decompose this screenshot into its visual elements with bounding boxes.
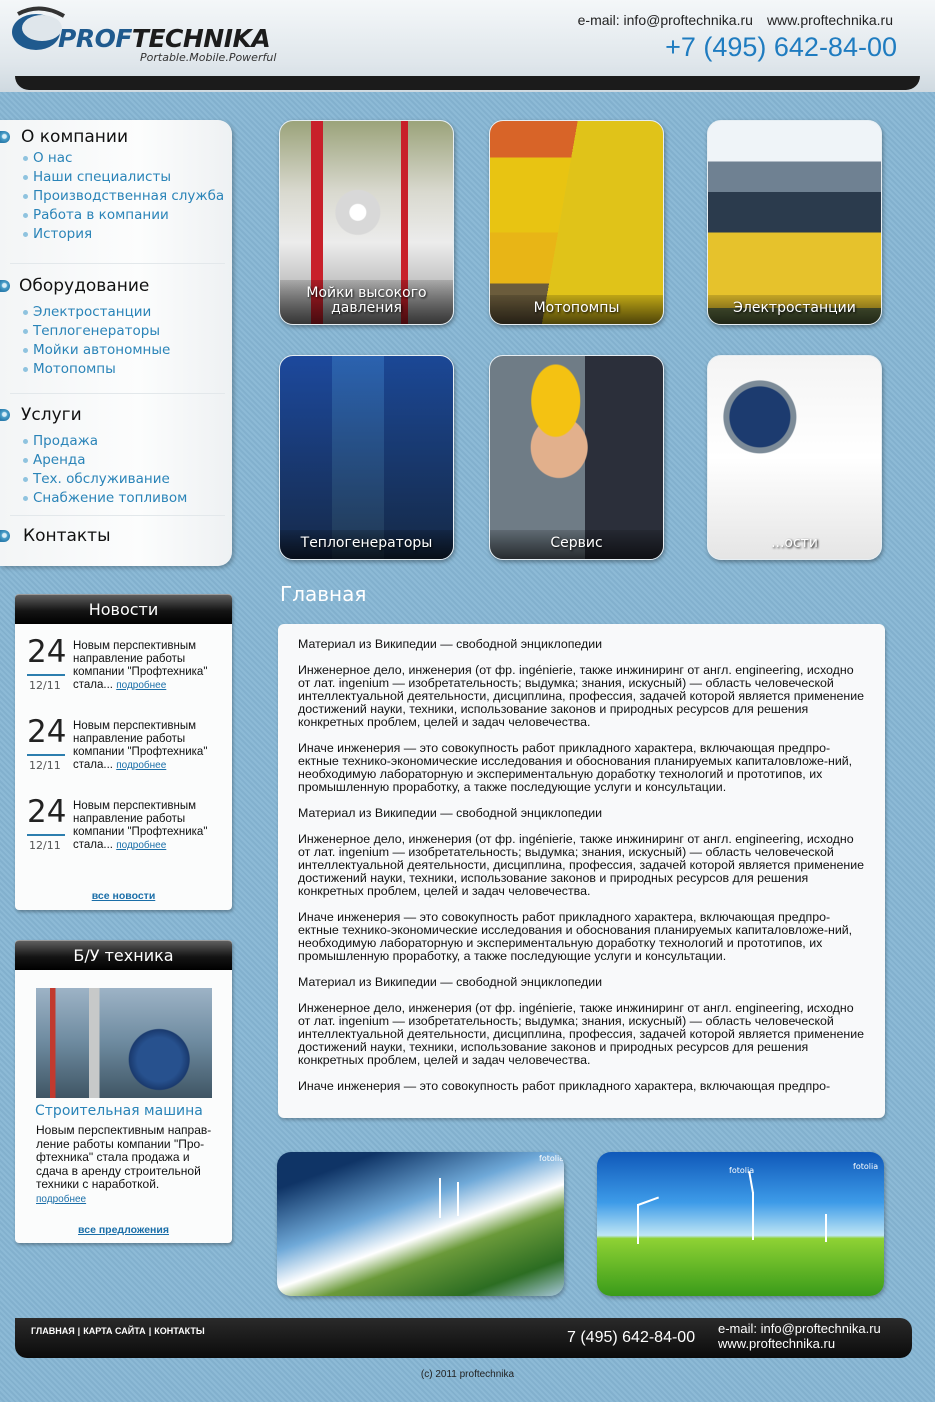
news-divider — [27, 834, 65, 836]
tile-pumps[interactable] — [489, 120, 664, 325]
content-paragraph: Материал из Википедии — свободной энциклопедии — [298, 806, 603, 820]
news-title: Новости — [15, 594, 232, 624]
tile-news[interactable] — [707, 355, 882, 560]
news-date: 12/11 — [29, 759, 61, 772]
menu-head-contacts[interactable]: Контакты — [0, 524, 232, 548]
turbine-icon — [637, 1204, 639, 1244]
menu-item-rent[interactable]: Аренда — [0, 451, 232, 470]
bullet-icon — [0, 131, 10, 143]
menu-head-services[interactable]: Услуги — [0, 403, 232, 427]
news-more-link[interactable]: подробнее — [116, 840, 167, 851]
banner-green-energy[interactable] — [277, 1152, 564, 1296]
site-header — [0, 0, 935, 92]
used-item-image[interactable] — [36, 988, 212, 1098]
content-paragraph: Иначе инженерия — это совокупность работ прикладного характера, включающая предпро- — [298, 1079, 831, 1093]
footer-site[interactable]: www.proftechnika.ru — [718, 1336, 836, 1351]
tile-caption: Мотопомпы — [490, 295, 663, 324]
menu-item-about[interactable]: О нас — [0, 149, 232, 168]
header-contacts — [578, 12, 893, 28]
news-day: 24 — [27, 634, 67, 670]
menu-section-services — [0, 403, 232, 508]
content-paragraph: Иначе инженерия — это совокупность работ прикладного характера, включающая предпро-ектные технико-экономические исследования и обоснования планируемых капиталовложе-ний, необходимую лабораторную и экспериментальную доработку технологий и прототипов, их промышленную проработку, а также последующие услуги и консультации. — [298, 741, 853, 794]
footer-nav: ГЛАВНАЯ | КАРТА САЙТА | КОНТАКТЫ — [31, 1326, 205, 1336]
menu-head-equipment[interactable]: Оборудование — [0, 274, 232, 298]
menu-item-sales[interactable]: Продажа — [0, 432, 232, 451]
news-text: Новым перспективным направление работы компании "Профтехника" стала... подробнее — [73, 800, 208, 851]
content-paragraph: Иначе инженерия — это совокупность работ прикладного характера, включающая предпро-ектные технико-экономические исследования и обоснования планируемых капиталовложе-ний, необходимую лабораторную и экспериментальную доработку технологий и прототипов, их промышленную проработку, а также последующие услуги и консультации. — [298, 910, 853, 963]
menu-divider — [10, 393, 225, 394]
menu-section-contacts — [0, 524, 232, 548]
main-content — [278, 624, 885, 1118]
news-date: 12/11 — [29, 839, 61, 852]
menu-item-heaters[interactable]: Теплогенераторы — [0, 322, 232, 341]
watermark-text: fotolia — [539, 1154, 564, 1163]
menu-item-production[interactable]: Производственная служба — [0, 187, 232, 206]
all-offers-link[interactable]: все предложения — [78, 1224, 169, 1236]
news-more-link[interactable]: подробнее — [116, 680, 167, 691]
watermark-text: fotolia — [853, 1162, 879, 1171]
logo-tagline: Portable.Mobile.Powerful — [140, 51, 277, 64]
sidebar-menu — [0, 120, 232, 566]
menu-item-history[interactable]: История — [0, 225, 232, 244]
bullet-icon — [0, 409, 10, 421]
bullet-icon — [0, 280, 10, 292]
used-equipment-box — [15, 940, 232, 1243]
news-item — [27, 714, 222, 784]
used-title: Б/У техника — [15, 940, 232, 970]
footer-email[interactable]: e-mail: info@proftechnika.ru — [718, 1321, 881, 1336]
news-more-link[interactable]: подробнее — [116, 760, 167, 771]
content-paragraph: Материал из Википедии — свободной энциклопедии — [298, 637, 603, 651]
news-text: Новым перспективным направление работы компании "Профтехника" стала... подробнее — [73, 720, 208, 771]
header-phone: +7 (495) 642-84-00 — [665, 32, 897, 62]
news-divider — [27, 674, 65, 676]
used-item-title[interactable]: Строительная машина — [35, 1103, 203, 1119]
menu-item-power-stations[interactable]: Электростанции — [0, 303, 232, 322]
news-item — [27, 634, 222, 704]
content-paragraph: Материал из Википедии — свободной энциклопедии — [298, 975, 603, 989]
menu-item-careers[interactable]: Работа в компании — [0, 206, 232, 225]
footer-link-contacts[interactable]: КОНТАКТЫ — [154, 1326, 205, 1336]
site-logo[interactable] — [10, 2, 300, 64]
page-title: Главная — [280, 582, 367, 606]
site-footer — [15, 1318, 912, 1358]
tile-caption: Теплогенераторы — [280, 530, 453, 559]
footer-link-sitemap[interactable]: КАРТА САЙТА — [83, 1326, 146, 1336]
logo-wordmark: PROFTECHNIKA — [58, 24, 271, 53]
turbine-icon — [825, 1214, 827, 1242]
tile-power-stations[interactable] — [707, 120, 882, 325]
menu-section-equipment — [0, 274, 232, 379]
menu-head-company[interactable]: О компании — [0, 125, 232, 149]
header-email[interactable]: e-mail: info@proftechnika.ru — [577, 12, 753, 28]
footer-phone: 7 (495) 642-84-00 — [567, 1329, 696, 1346]
news-date: 12/11 — [29, 679, 61, 692]
header-bar — [15, 76, 920, 90]
menu-section-company — [0, 125, 232, 244]
menu-item-pumps[interactable]: Мотопомпы — [0, 360, 232, 379]
used-item-text: Новым перспективным направ-ление работы компании "Про-фтехника" стала продажа и сдача в аренду строительной техники с наработкой. подробнее — [36, 1123, 212, 1205]
tile-caption: Электростанции — [708, 295, 881, 324]
news-item — [27, 794, 222, 864]
tile-caption: ...ости — [771, 535, 818, 551]
news-divider — [27, 754, 65, 756]
blade-icon — [638, 1197, 659, 1206]
menu-item-specialists[interactable]: Наши специалисты — [0, 168, 232, 187]
all-news-link[interactable]: все новости — [91, 890, 156, 902]
banner-wind-field[interactable] — [597, 1152, 884, 1296]
tile-caption: Мойки высокого давления — [280, 280, 453, 324]
content-paragraph: Инженерное дело, инженерия (от фр. ingénierie, также инжиниринг от англ. engineering, исходно от лат. ingenium — изобретательность; выдумка; знания, искусный) — область человеческой интеллектуальной деятельности, дисциплина, профессия, задачей которой является применение достижений науки, техники, использование законов и природных ресурсов для решения конкретных проблем, целей и задач человечества. — [298, 663, 865, 729]
menu-item-maintenance[interactable]: Тех. обслуживание — [0, 470, 232, 489]
tile-heaters[interactable] — [279, 355, 454, 560]
news-day: 24 — [27, 794, 67, 830]
turbine-icon — [752, 1192, 754, 1240]
bullet-icon — [0, 530, 10, 542]
turbine-icon — [457, 1182, 459, 1216]
news-day: 24 — [27, 714, 67, 750]
tile-caption: Сервис — [490, 530, 663, 559]
news-text: Новым перспективным направление работы компании "Профтехника" стала... подробнее — [73, 640, 208, 691]
footer-contacts — [718, 1321, 881, 1351]
used-more-link[interactable]: подробнее — [36, 1193, 87, 1205]
tile-service[interactable] — [489, 355, 664, 560]
turbine-icon — [439, 1178, 441, 1218]
footer-link-home[interactable]: ГЛАВНАЯ — [31, 1326, 75, 1336]
watermark-text: fotolia — [729, 1166, 755, 1175]
copyright: (c) 2011 proftechnika — [420, 1369, 515, 1380]
tile-washers[interactable] — [279, 120, 454, 325]
menu-divider — [10, 263, 225, 264]
menu-divider — [10, 515, 225, 516]
header-site[interactable]: www.proftechnika.ru — [766, 12, 893, 28]
content-paragraph: Инженерное дело, инженерия (от фр. ingénierie, также инжиниринг от англ. engineering, исходно от лат. ingenium — изобретательность; выдумка; знания, искусный) — область человеческой интеллектуальной деятельности, дисциплина, профессия, задачей которой является применение достижений науки, техники, использование законов и природных ресурсов для решения конкретных проблем, целей и задач человечества. — [298, 1001, 865, 1067]
menu-item-fuel[interactable]: Снабжение топливом — [0, 489, 232, 508]
news-box — [15, 594, 232, 910]
menu-item-washers[interactable]: Мойки автономные — [0, 341, 232, 360]
content-paragraph: Инженерное дело, инженерия (от фр. ingénierie, также инжиниринг от англ. engineering, исходно от лат. ingenium — изобретательность; выдумка; знания, искусный) — область человеческой интеллектуальной деятельности, дисциплина, профессия, задачей которой является применение достижений науки, техники, использование законов и природных ресурсов для решения конкретных проблем, целей и задач человечества. — [298, 832, 865, 898]
